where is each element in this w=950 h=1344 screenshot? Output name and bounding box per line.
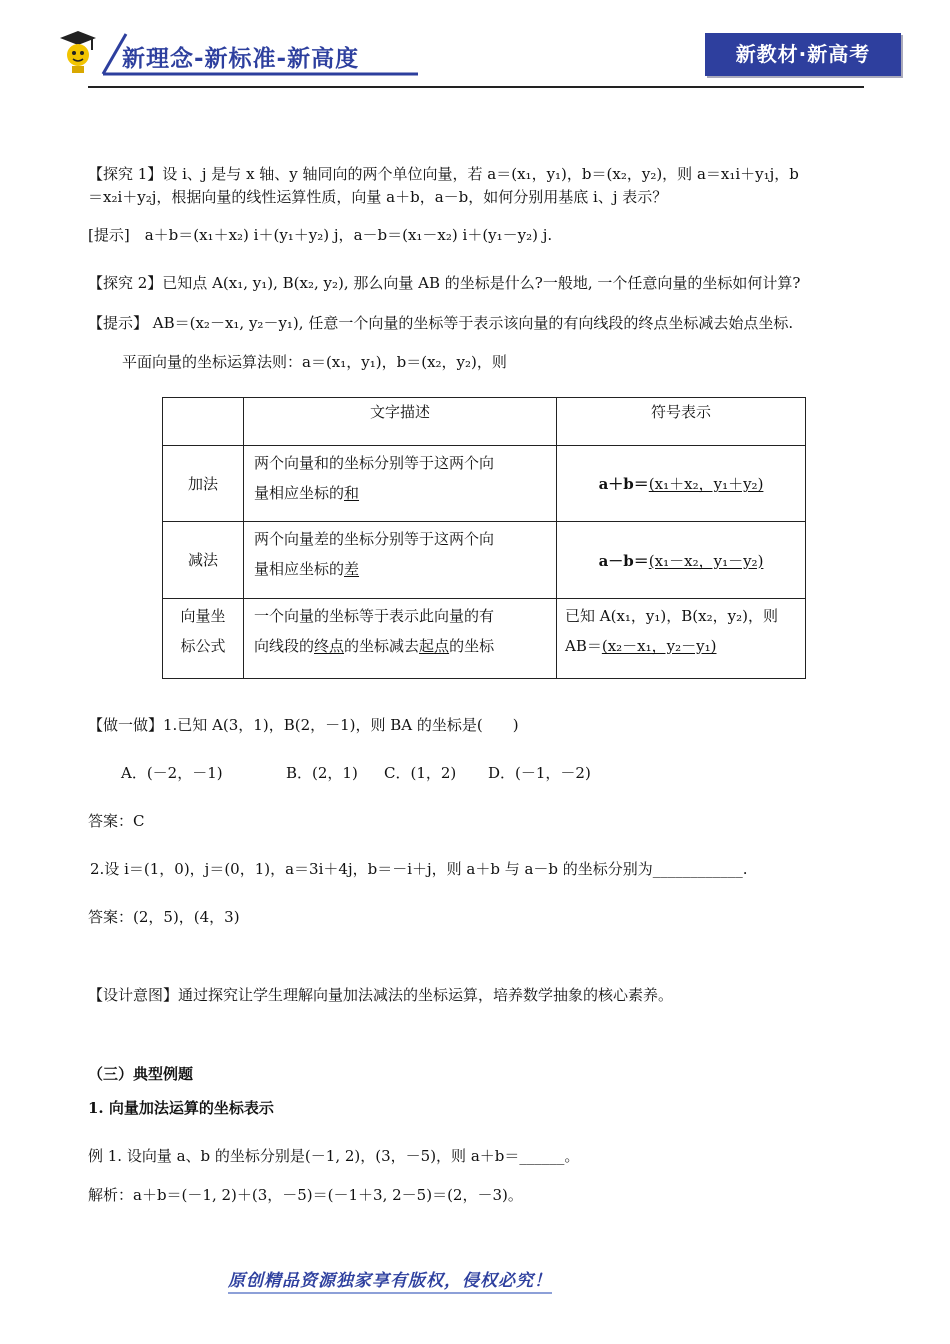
- copyright-footer: 原创精品资源独家享有版权，侵权必究！: [228, 1266, 552, 1294]
- row-symbol: a－b＝(x₁－x₂，y₁－y₂): [557, 522, 806, 599]
- header-slogan: 新理念-新标准-新高度: [122, 46, 360, 72]
- desc-line: 一个向量的坐标等于表示此向量的有: [254, 607, 495, 625]
- desc-line: 两个向量和的坐标分别等于这两个向: [254, 454, 495, 472]
- table-header-row: [163, 398, 806, 446]
- row-name: 减法: [163, 522, 244, 599]
- practice-question-1: 【做一做】1.已知 A(3，1)，B(2，－1)，则 BA 的坐标是( ): [88, 716, 519, 734]
- desc-line: 两个向量差的坐标分别等于这两个向: [254, 530, 495, 548]
- option-b: B．(2，1): [286, 764, 358, 782]
- option-d: D．(－1，－2): [488, 764, 591, 782]
- practice-answer-1: 答案：C: [88, 812, 145, 830]
- row-description: [244, 599, 557, 679]
- table-row: [163, 599, 806, 679]
- practice-answer-2: 答案：(2，5)，(4，3): [88, 908, 240, 926]
- explore2-hint: 【提示】 AB＝(x₂－x₁, y₂－y₁), 任意一个向量的坐标等于表示该向量的有向线段的终点坐标减去始点坐标.: [88, 314, 794, 332]
- row-description: [244, 522, 557, 599]
- rule-intro: 平面向量的坐标运算法则：a＝(x₁，y₁)，b＝(x₂，y₂)，则: [122, 353, 507, 371]
- example-1-solution: 解析：a＋b＝(－1, 2)＋(3，－5)＝(－1＋3, 2－5)＝(2，－3)。: [88, 1186, 523, 1204]
- coordinate-rules-table: [162, 397, 806, 679]
- header-badge: 新教材·新高考: [705, 33, 901, 76]
- row-description: [244, 446, 557, 522]
- row-symbol: 已知 A(x₁，y₁)，B(x₂，y₂)，则 AB＝(x₂－x₁，y₂－y₁): [557, 599, 806, 679]
- desc-line: 量相应坐标的和: [254, 484, 360, 502]
- explore1-hint: [提示] a＋b＝(x₁＋x₂) i＋(y₁＋y₂) j，a－b＝(x₁－x₂) i＋(y₁－y₂) j.: [88, 226, 553, 244]
- table-row: [163, 522, 806, 599]
- section-subtitle: 1. 向量加法运算的坐标表示: [88, 1099, 274, 1117]
- row-symbol: a＋b＝(x₁＋x₂，y₁＋y₂): [557, 446, 806, 522]
- explore2-question: 【探究 2】已知点 A(x₁, y₁), B(x₂, y₂), 那么向量 AB 的坐标是什么?一般地, 一个任意向量的坐标如何计算?: [88, 274, 801, 292]
- header-divider: [88, 86, 864, 88]
- option-a: A．(－2，－1): [121, 764, 223, 782]
- example-1: 例 1. 设向量 a、b 的坐标分别是(－1, 2)，(3，－5)，则 a＋b＝______。: [88, 1147, 580, 1165]
- table-row: [163, 446, 806, 522]
- desc-line: 量相应坐标的差: [254, 560, 360, 578]
- table-header-cell: [163, 398, 244, 446]
- explore1-line1: 【探究 1】设 i、j 是与 x 轴、y 轴同向的两个单位向量，若 a＝(x₁，y₁)，b＝(x₂，y₂)，则 a＝x₁i＋y₁j，b: [88, 165, 799, 183]
- row-name: 向量坐 标公式: [163, 599, 244, 679]
- design-intent: 【设计意图】通过探究让学生理解向量加法减法的坐标运算，培养数学抽象的核心素养。: [88, 986, 674, 1004]
- option-c: C．(1，2): [384, 764, 457, 782]
- desc-line: 向线段的终点的坐标减去起点的坐标: [254, 637, 495, 655]
- section-title: （三）典型例题: [88, 1065, 194, 1083]
- row-name: 加法: [163, 446, 244, 522]
- explore1-line2: ＝x₂i＋y₂j，根据向量的线性运算性质，向量 a＋b，a－b，如何分别用基底 i、j 表示？: [88, 188, 668, 206]
- table-header-cell: 文字描述: [244, 398, 557, 446]
- practice-question-2: 2.设 i＝(1，0)，j＝(0，1)，a＝3i＋4j，b＝－i＋j，则 a＋b 与 a－b 的坐标分别为____________.: [90, 860, 748, 878]
- table-header-cell: 符号表示: [557, 398, 806, 446]
